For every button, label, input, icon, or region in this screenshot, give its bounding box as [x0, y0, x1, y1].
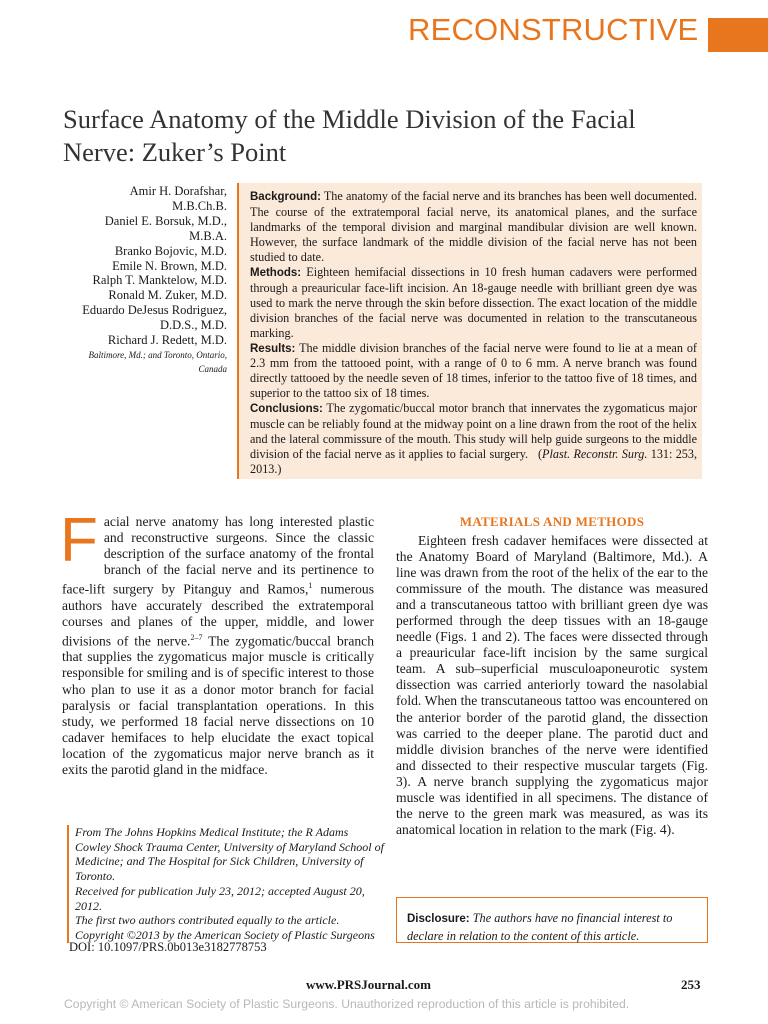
citation-journal: Plast. Reconstr. Surg.: [542, 447, 648, 462]
disclosure-box: [396, 897, 708, 943]
abstract-background-label: Background:: [250, 191, 321, 203]
copyright-notice: Copyright © American Society of Plastic Surgeons. Unauthorized reproduction of this article is prohibited.: [64, 997, 630, 1011]
abstract-conclusions: [250, 401, 697, 477]
author-name: Daniel E. Borsuk, M.D.,: [104, 213, 227, 228]
abstract-methods: [250, 265, 697, 341]
citation-open: (: [537, 447, 543, 462]
section-color-block: [708, 18, 768, 52]
abstract-conclusions-label: Conclusions:: [250, 403, 323, 416]
methods-paragraph: Eighteen fresh cadaver hemifaces were dissected at the Anatomy Board of Maryland (Baltimore, Md.). A line was drawn from the root of the helix of the ear to the commissure of the mouth. The distance was measured and a transcutaneous tattoo with brilliant green dye was performed through the deep tissues with an 18-gauge needle (Figs. 1 and 2). The faces were dissected through a preauricular face-lift incision by the same surgical team. A sub–superficial musculoaponeurotic system dissection was carried anteriorly toward the nasolabial fold. When the transcutaneous tattoo was encountered on the anterior border of the parotid gland, the dissection was carried to the deeper plane. The parotid duct and middle division branches of the nerve were identified and dissected to their respective muscular targets (Fig. 3). A nerve branch supplying the zygomaticus major muscle was identified in all specimens. The distance of the nerve to the green mark was measured, as was its anatomical location in relation to the mark (Fig. 4).: [396, 533, 708, 837]
author-degree: M.B.A.: [189, 228, 227, 243]
footnote-copyright: Copyright ©2013 by the American Society of Plastic Surgeons: [75, 927, 375, 942]
article-title: Surface Anatomy of the Middle Division of the Facial Nerve: Zuker’s Point: [63, 104, 636, 167]
author-name: Emile N. Brown, M.D.: [112, 258, 227, 273]
footnote-contribution: The first two authors contributed equally to the article.: [75, 913, 340, 928]
intro-paragraph: [60, 506, 374, 778]
intro-column: [60, 506, 374, 778]
author-name: Richard J. Redett, M.D.: [107, 333, 227, 348]
page-number: 253: [681, 977, 701, 992]
abstract-results-text: The middle division branches of the facial nerve were found to lie at a mean of 2.3 mm from the tattooed point, with a range of 0 to 6 mm. A nerve branch was found directly tattooed by the needle seven of 18 times, inferior to the tattoo five of 18 times, and superior to the tattoo six of 18 times.: [250, 340, 697, 401]
section-label: RECONSTRUCTIVE: [408, 12, 699, 47]
abstract-background: [250, 189, 697, 265]
intro-text-2: numerous authors have accurately described the extratemporal courses and planes of the upper, middle, and lower divisions of the nerve.: [62, 581, 374, 649]
footnote-received: Received for publication July 23, 2012; accepted August 20, 2012.: [75, 883, 365, 913]
author-name: Eduardo DeJesus Rodriguez,: [82, 303, 227, 318]
footnote-affiliations: From The Johns Hopkins Medical Institute; the R Adams Cowley Shock Trauma Center, University of Maryland School of Medicine; and The Hospital for Sick Children, University of Toronto.: [75, 825, 384, 884]
abstract-results: [250, 341, 697, 402]
author-name: Amir H. Dorafshar,: [129, 184, 227, 198]
abstract-background-text: The anatomy of the facial nerve and its branches has been well documented. The course of the extratemporal facial nerve, its anatomical planes, and the surface landmarks of the temporal division and marginal mandibular division are well known. However, the surface landmark of the middle division of the facial nerve has not been studied to date.: [250, 189, 697, 264]
journal-url: www.PRSJournal.com: [306, 977, 431, 992]
intro-text-3: The zygomatic/buccal branch that supplies the zygomaticus major muscle is critically responsible for smiling and is of specific interest to those who plan to use it as a donor motor branch for facial paralysis or facial transplantation operations. In this study, we performed 18 facial nerve dissections on 10 cadaver hemifaces to help elucidate the exact topical location of the zygomaticus major nerve branch as it exits the parotid gland in the midface.: [62, 633, 374, 777]
methods-column: [396, 514, 708, 838]
author-name: Branko Bojovic, M.D.: [114, 243, 227, 258]
author-name: Ronald M. Zuker, M.D.: [108, 288, 227, 303]
abstract-results-label: Results:: [250, 342, 296, 355]
author-name: Ralph T. Manktelow, M.D.: [92, 273, 227, 288]
reference-1: 1: [308, 581, 313, 591]
affiliation: Baltimore, Md.; and Toronto, Ontario, Canada: [88, 349, 227, 374]
author-degree: M.B.Ch.B.: [172, 198, 227, 213]
abstract-box: [237, 183, 702, 479]
disclosure-text: The authors have no financial interest to declare in relation to the content of this article.: [407, 911, 673, 943]
abstract-methods-label: Methods:: [250, 266, 302, 279]
drop-cap: F: [60, 506, 98, 575]
methods-heading: MATERIALS AND METHODS: [459, 514, 645, 529]
article-footnote: [67, 825, 385, 943]
abstract-conclusions-text: The zygomatic/buccal motor branch that innervates the zygomaticus major muscle can be reliably found at the midway point on a line drawn from the root of the helix and the lateral commissure of the mouth. This study will help guide surgeons to the middle division of the facial nerve as it applies to facial surgery.: [250, 401, 697, 462]
intro-text-1: acial nerve anatomy has long interested plastic and reconstructive surgeons. Since the classic description of the surface anatomy of the frontal branch of the facial nerve and its pertinence to face-lift surgery by Pitanguy and Ramos,: [62, 514, 374, 597]
citation-details: 131: 253, 2013.): [250, 447, 698, 477]
author-list: [60, 184, 227, 376]
author-degree: D.D.S., M.D.: [159, 318, 227, 333]
abstract-methods-text: Eighteen hemifacial dissections in 10 fresh human cadavers were performed through a preauricular face-lift incision. An 18-gauge needle with brilliant green dye was used to mark the nerve through the skin before dissection. The exact location of the middle division branches of the facial nerve was documented in relation to the transcutaneous marking.: [250, 264, 697, 340]
disclosure-label: Disclosure:: [407, 913, 470, 925]
reference-2-7: 2–7: [190, 632, 203, 642]
doi: DOI: 10.1097/PRS.0b013e3182778753: [69, 940, 267, 954]
